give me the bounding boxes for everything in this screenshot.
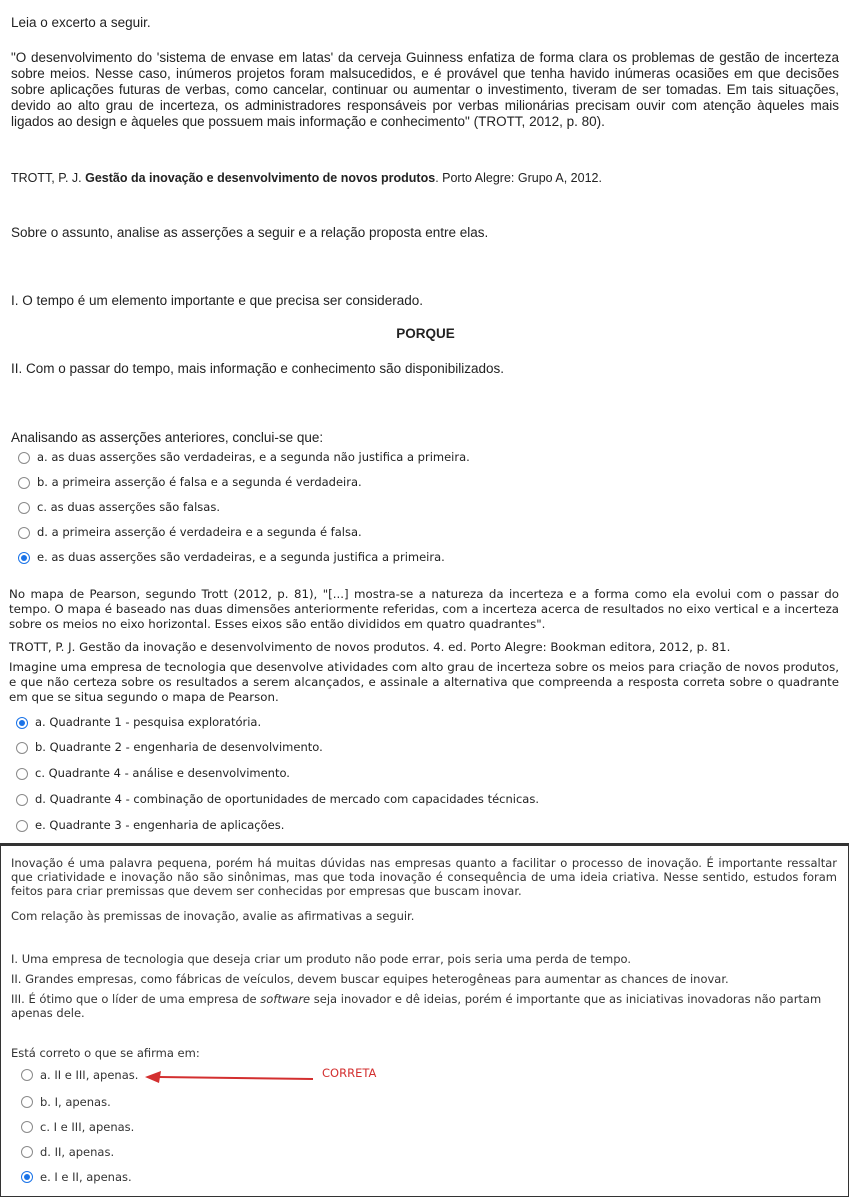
q1-option-c[interactable]: [18, 500, 220, 515]
radio-icon[interactable]: [16, 768, 28, 780]
q3-option-d-label: d. II, apenas.: [40, 1145, 115, 1159]
q3-option-e[interactable]: [21, 1170, 132, 1184]
q1-option-e-label: e. as duas asserções são verdadeiras, e a segunda justifica a primeira.: [37, 550, 445, 564]
q3-option-c-label: c. I e III, apenas.: [40, 1120, 135, 1134]
q1-instruction: Sobre o assunto, analise as asserções a seguir e a relação proposta entre elas.: [11, 225, 489, 240]
q1-assertion-2: II. Com o passar do tempo, mais informação e conhecimento são disponibilizados.: [11, 361, 505, 376]
q2-option-b-label: b. Quadrante 2 - engenharia de desenvolvimento.: [35, 740, 323, 754]
q3-box: [0, 843, 849, 1197]
q3-option-c[interactable]: [21, 1120, 134, 1134]
radio-icon[interactable]: [16, 742, 28, 754]
q3-paragraph-2: Com relação às premissas de inovação, avalie as afirmativas a seguir.: [11, 909, 415, 923]
q1-ref-rest: . Porto Alegre: Grupo A, 2012.: [435, 171, 602, 185]
q3-s3-post: seja inovador e dê ideias, porém é importante que as iniciativas inovadoras não partam apenas dele.: [11, 992, 822, 1020]
radio-icon[interactable]: [21, 1146, 33, 1158]
q1-ref-title: Gestão da inovação e desenvolvimento de novos produtos: [85, 171, 436, 185]
radio-icon[interactable]: [16, 794, 28, 806]
q1-option-e[interactable]: [18, 550, 445, 565]
radio-icon[interactable]: [18, 477, 30, 489]
radio-selected-icon[interactable]: [21, 1171, 33, 1183]
radio-icon[interactable]: [18, 527, 30, 539]
q3-option-e-label: e. I e II, apenas.: [40, 1170, 132, 1184]
q1-conclusion: Analisando as asserções anteriores, conclui-se que:: [11, 430, 324, 445]
q3-option-d[interactable]: [21, 1145, 114, 1159]
q2-option-d-label: d. Quadrante 4 - combinação de oportunidades de mercado com capacidades técnicas.: [35, 792, 539, 806]
q1-porque: PORQUE: [396, 326, 455, 341]
radio-selected-icon[interactable]: [18, 552, 30, 564]
q2-paragraph-1: No mapa de Pearson, segundo Trott (2012, p. 81), "[...] mostra-se a natureza da incerteza e a forma como ela evolui com o passar do tempo. O mapa é baseado nas duas dimensões anteriormente referidas, com a incerteza acerca de resultados no eixo vertical e a incerteza sobre os meios no eixo horizontal. Esses eixos são então divididos em quatro quadrantes".: [9, 587, 839, 631]
q1-option-a[interactable]: [18, 450, 470, 465]
q2-option-d[interactable]: [16, 792, 539, 807]
q1-intro: Leia o excerto a seguir.: [11, 15, 151, 30]
radio-icon[interactable]: [21, 1096, 33, 1108]
red-arrow-icon: [141, 1070, 316, 1084]
radio-selected-icon[interactable]: [16, 717, 28, 729]
q1-option-c-label: c. as duas asserções são falsas.: [37, 500, 220, 514]
q2-reference: TROTT, P. J. Gestão da inovação e desenvolvimento de novos produtos. 4. ed. Porto Alegre: Bookman editora, 2012, p. 81.: [9, 640, 731, 654]
q2-option-e-label: e. Quadrante 3 - engenharia de aplicações.: [35, 818, 285, 832]
radio-icon[interactable]: [18, 502, 30, 514]
q2-option-a[interactable]: [16, 715, 261, 730]
radio-icon[interactable]: [21, 1121, 33, 1133]
q2-option-c[interactable]: [16, 766, 290, 781]
q1-option-d[interactable]: [18, 525, 362, 540]
radio-icon[interactable]: [16, 820, 28, 832]
q3-statement-1: I. Uma empresa de tecnologia que deseja criar um produto não pode errar, pois seria uma perda de tempo.: [11, 952, 632, 966]
q1-option-b[interactable]: [18, 475, 362, 490]
q2-option-b[interactable]: [16, 740, 323, 755]
q3-option-a[interactable]: [21, 1068, 138, 1082]
q2-option-e[interactable]: [16, 818, 284, 833]
q1-option-a-label: a. as duas asserções são verdadeiras, e a segunda não justifica a primeira.: [37, 450, 470, 464]
correct-annotation: CORRETA: [322, 1066, 377, 1080]
q1-assertion-1: I. O tempo é um elemento importante e que precisa ser considerado.: [11, 293, 423, 308]
q3-option-b-label: b. I, apenas.: [40, 1095, 111, 1109]
q2-option-c-label: c. Quadrante 4 - análise e desenvolvimento.: [35, 766, 290, 780]
q3-option-b[interactable]: [21, 1095, 111, 1109]
q2-option-a-label: a. Quadrante 1 - pesquisa exploratória.: [35, 715, 262, 729]
q3-statement-3: [11, 992, 837, 1020]
q1-ref-author: TROTT, P. J.: [11, 171, 86, 185]
q1-option-d-label: d. a primeira asserção é verdadeira e a segunda é falsa.: [37, 525, 362, 539]
q3-s3-em: software: [260, 992, 311, 1006]
q3-statement-2: II. Grandes empresas, como fábricas de veículos, devem buscar equipes heterogêneas para aumentar as chances de inovar.: [11, 972, 729, 986]
radio-icon[interactable]: [21, 1069, 33, 1081]
q1-quote: "O desenvolvimento do 'sistema de envase em latas' da cerveja Guinness enfatiza de forma clara os problemas de gestão de incerteza sobre meios. Nesse caso, inúmeros projetos foram malsucedidos, e é provável que tenha havido inúmeras ocasiões em que decisões sobre aplicações futuras de verbas, como cancelar, continuar ou aumentar o investimento, tiveram de ser tomadas. Em tais situações, devido ao alto grau de incerteza, os administradores responsáveis por verbas milionárias precisam ouvir com atenção àqueles mais ligados ao design e àqueles que possuem mais informação e conhecimento" (TROTT, 2012, p. 80).: [11, 50, 839, 129]
radio-icon[interactable]: [18, 452, 30, 464]
q1-reference: [11, 170, 602, 186]
q2-paragraph-2: Imagine uma empresa de tecnologia que desenvolve atividades com alto grau de incerteza sobre os meios para criação de novos produtos, e que não certeza sobre os resultados a serem alcançados, e assinale a alternativa que compreenda a resposta correta sobre o quadrante em que se situa segundo o mapa de Pearson.: [9, 660, 839, 704]
q3-option-a-label: a. II e III, apenas.: [40, 1068, 139, 1082]
q3-paragraph-1: Inovação é uma palavra pequena, porém há muitas dúvidas nas empresas quanto a facilitar o processo de inovação. É importante ressaltar que criatividade e inovação não são sinônimas, mas que toda inovação é consequência de uma ideia criativa. Nesse sentido, estudos foram feitos para criar premissas que devem ser conhecidas por empresas que buscam inovar.: [11, 856, 837, 898]
q3-s3-pre: III. É ótimo que o líder de uma empresa de: [11, 992, 261, 1006]
q1-option-b-label: b. a primeira asserção é falsa e a segunda é verdadeira.: [37, 475, 362, 489]
q3-prompt: Está correto o que se afirma em:: [11, 1046, 200, 1060]
